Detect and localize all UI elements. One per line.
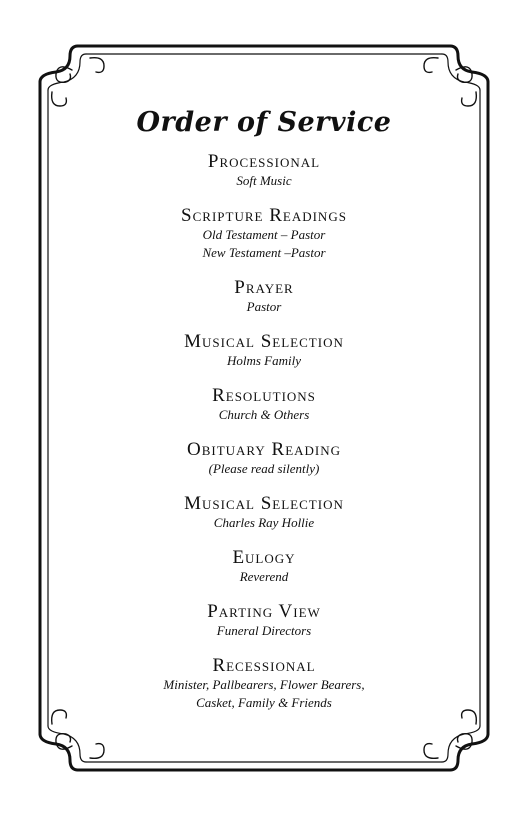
service-item — [0, 206, 528, 262]
service-item — [0, 602, 528, 640]
service-item-heading: Musical Selection — [184, 493, 344, 514]
service-item-heading: Musical Selection — [184, 331, 344, 352]
corner-flourish-top-left — [40, 46, 104, 106]
service-item-heading: Processional — [207, 151, 321, 172]
service-item-heading: Parting View — [207, 601, 321, 622]
service-list — [0, 152, 528, 712]
service-item — [0, 152, 528, 190]
service-item — [0, 440, 528, 478]
service-item-detail: Minister, Pallbearers, Flower Bearers, — [163, 677, 365, 692]
order-of-service-content — [0, 104, 528, 712]
service-item — [0, 494, 528, 532]
service-item-detail: Soft Music — [236, 173, 292, 188]
service-item-detail: Holms Family — [226, 353, 302, 368]
service-item — [0, 278, 528, 316]
service-item — [0, 332, 528, 370]
service-item-heading: Eulogy — [232, 547, 296, 568]
service-item — [0, 656, 528, 712]
service-item — [0, 386, 528, 424]
corner-flourish-bottom-left — [40, 710, 104, 770]
service-item-detail: Church & Others — [218, 407, 310, 422]
service-item-detail: Reverend — [239, 569, 289, 584]
service-item-heading: Obituary Reading — [186, 439, 342, 460]
page-title: Order of Service — [136, 107, 392, 138]
service-item-detail: Pastor — [246, 299, 282, 314]
service-item-detail: Old Testament – Pastor — [202, 227, 326, 242]
service-item — [0, 548, 528, 586]
service-item-detail: New Testament –Pastor — [202, 245, 326, 260]
service-item-detail: (Please read silently) — [208, 461, 320, 476]
corner-flourish-top-right — [424, 46, 488, 106]
service-item-detail: Funeral Directors — [216, 623, 312, 638]
service-item-detail: Charles Ray Hollie — [213, 515, 315, 530]
corner-flourish-bottom-right — [424, 710, 488, 770]
service-item-heading: Recessional — [212, 655, 316, 676]
service-item-detail: Casket, Family & Friends — [196, 695, 332, 710]
service-item-heading: Scripture Readings — [181, 205, 347, 226]
service-item-heading: Prayer — [234, 277, 294, 298]
service-item-heading: Resolutions — [212, 385, 316, 406]
